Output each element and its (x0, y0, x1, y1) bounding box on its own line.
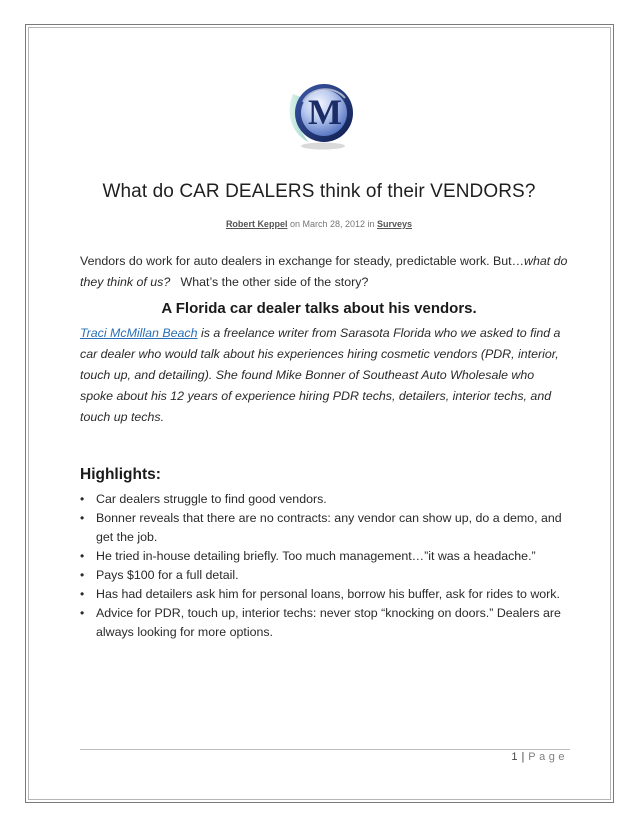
story-paragraph (80, 323, 570, 428)
byline-date: on March 28, 2012 in (287, 219, 378, 229)
list-item (80, 490, 570, 509)
highlights-heading: Highlights: (80, 466, 161, 483)
bullet-icon: • (80, 587, 85, 601)
section-subheading: A Florida car dealer talks about his vendors. (161, 300, 477, 317)
byline (60, 219, 578, 229)
page-number: 1 (511, 751, 518, 763)
writer-link[interactable]: Traci McMillan Beach (80, 326, 198, 340)
list-item-text: Advice for PDR, touch up, interior techs: never stop “knocking on doors.” Dealers are always looking for more options. (96, 606, 561, 639)
list-item-text: Has had detailers ask him for personal loans, borrow his buffer, ask for rides to work. (96, 587, 560, 601)
list-item-text: Bonner reveals that there are no contracts: any vendor can show up, do a demo, and get the job. (96, 511, 562, 544)
page-footer (80, 751, 568, 763)
list-item-text: He tried in-house detailing briefly. Too much management…”it was a headache.” (96, 549, 536, 563)
list-item (80, 547, 570, 566)
list-item (80, 509, 570, 547)
intro-rest: What’s the other side of the story? (170, 275, 369, 289)
bullet-icon: • (80, 549, 85, 563)
bullet-icon: • (80, 606, 85, 620)
story-text: is a freelance writer from Sarasota Florida who we asked to find a car dealer who would talk about his experiences hiring cosmetic vendors (PDR, interior, touch up, and detailing). She found Mike Bonner of Southeast Auto Wholesale who spoke about his 12 years of experience hiring PDR techs, detailers, interior techs, and touch up techs. (80, 326, 561, 424)
logo-letter: M (308, 92, 342, 132)
footer-separator: | (521, 751, 525, 763)
intro-paragraph (80, 251, 570, 293)
intro-italic: what do they think of us? (80, 254, 568, 289)
company-logo (283, 72, 359, 152)
list-item (80, 604, 570, 642)
footer-divider (80, 749, 570, 750)
list-item (80, 566, 570, 585)
highlights-list (80, 490, 570, 642)
bullet-icon: • (80, 492, 85, 506)
list-item-text: Car dealers struggle to find good vendors. (96, 492, 327, 506)
bullet-icon: • (80, 511, 85, 525)
intro-text: Vendors do work for auto dealers in exchange for steady, predictable work. But… (80, 254, 525, 268)
bullet-icon: • (80, 568, 85, 582)
list-item-text: Pays $100 for a full detail. (96, 568, 239, 582)
page-label: Page (528, 751, 568, 763)
list-item (80, 585, 570, 604)
author-link[interactable]: Robert Keppel (225, 219, 288, 229)
article-title: What do CAR DEALERS think of their VENDORS? (102, 181, 536, 202)
category-link[interactable]: Surveys (377, 219, 413, 229)
